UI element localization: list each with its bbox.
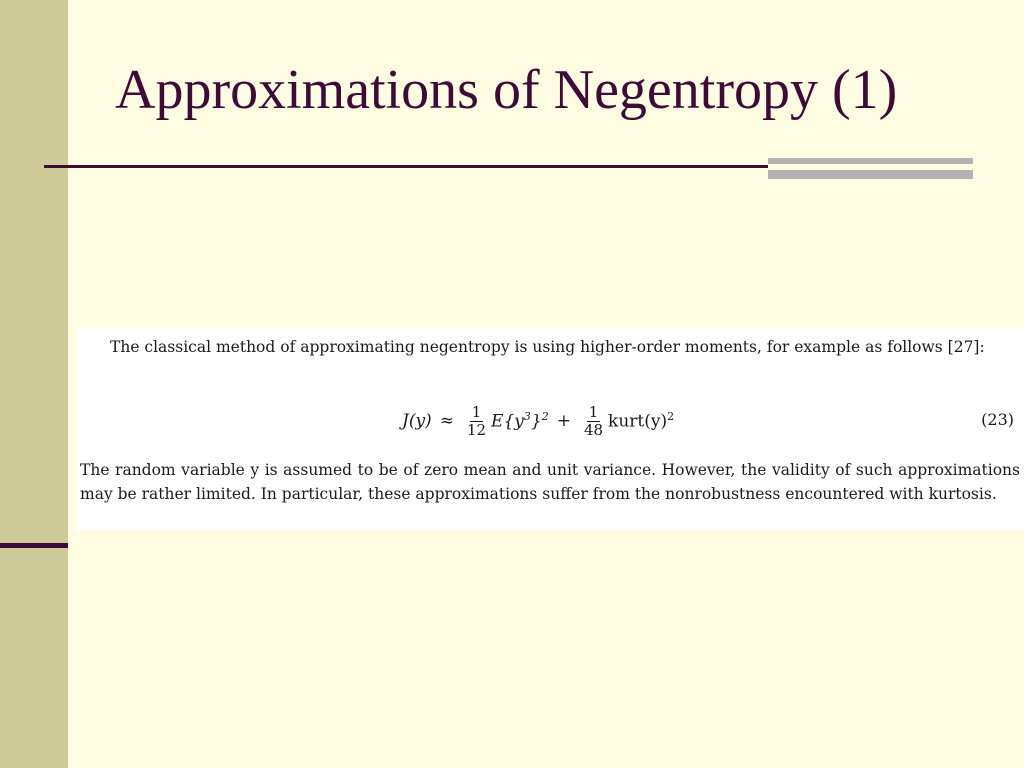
fraction-1-48 — [582, 404, 605, 439]
plus-symbol: + — [556, 411, 571, 431]
paper-excerpt — [76, 328, 1024, 530]
fraction-2-numerator: 1 — [588, 402, 599, 421]
title-divider-accent — [768, 158, 973, 179]
square-exponent-1: 2 — [541, 410, 549, 424]
slide-title: Approximations of Negentropy (1) — [115, 59, 898, 121]
fraction-1-denominator: 12 — [466, 420, 487, 439]
fraction-2-denominator: 48 — [583, 420, 604, 439]
approx-symbol: ≈ — [439, 411, 454, 431]
left-sidebar-bar — [0, 0, 68, 768]
excerpt-paragraph-2: The random variable y is assumed to be of zero mean and unit variance. However, the validity of such approximations may be rather limited. In particular, these approximations suffer from the nonrobustness encountered with kurtosis. — [80, 461, 1020, 503]
fraction-1-12 — [465, 404, 488, 439]
cube-exponent: 3 — [523, 410, 531, 424]
negentropy-equation — [402, 396, 674, 446]
kurt-function: kurt(y) — [608, 411, 668, 432]
left-accent-stripe — [0, 543, 68, 548]
equation-number: (23) — [981, 410, 1014, 429]
equation-lhs: J(y) — [402, 411, 432, 431]
paragraph-1-text: The classical method of approximating negentropy is using higher-order moments, for example as follows [27]: — [110, 338, 985, 356]
kurtosis-term — [608, 410, 674, 432]
excerpt-paragraph-1 — [80, 336, 1020, 359]
fraction-1-numerator: 1 — [471, 402, 482, 421]
square-exponent-2: 2 — [667, 410, 675, 424]
expectation-open: E{y — [491, 411, 524, 432]
expectation-term — [491, 410, 549, 432]
expectation-close: } — [530, 411, 542, 432]
